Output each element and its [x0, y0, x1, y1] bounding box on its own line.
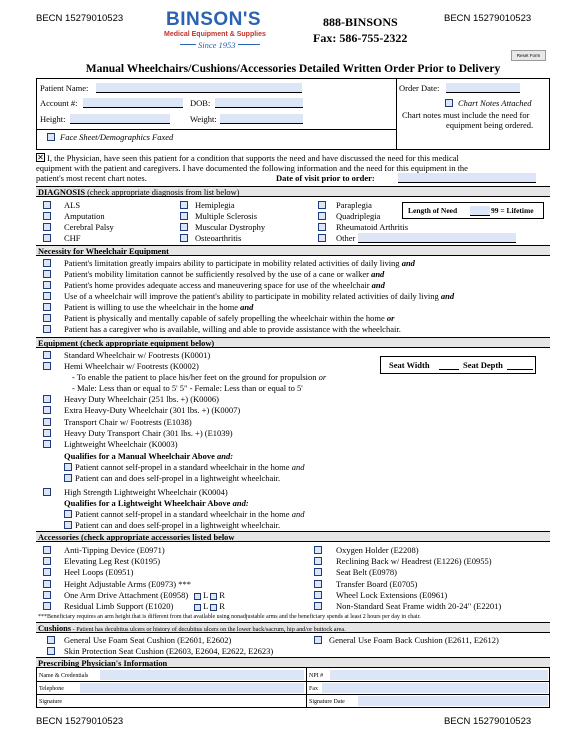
- seat-size-box: [380, 356, 536, 374]
- cushion-1-label: General Use Foam Seat Cushion (E2601, E2602): [64, 635, 232, 645]
- accessory-checkbox[interactable]: [314, 557, 322, 565]
- prescriber-header: Prescribing Physician's Information: [36, 657, 550, 668]
- patient-name-label: Patient Name:: [40, 83, 89, 93]
- necessity-item: [64, 258, 415, 268]
- fax-label: Fax: [309, 686, 318, 692]
- necessity-item: [64, 280, 385, 290]
- necessity-conj: and: [371, 280, 385, 290]
- npi-field[interactable]: [330, 670, 548, 680]
- dx-hemiplegia-checkbox[interactable]: [180, 201, 188, 209]
- accessory-label: Height Adjustable Arms (E0973) ***: [64, 578, 192, 589]
- height-label: Height:: [40, 114, 66, 124]
- dx-label: Paraplegia: [336, 200, 372, 210]
- accessories-header: [36, 531, 550, 542]
- cushion-1-checkbox[interactable]: [47, 636, 55, 644]
- telephone-label: Telephone: [39, 686, 64, 692]
- qual-manual-1-text: Patient cannot self-propel in a standard wheelchair in the home: [75, 462, 290, 472]
- accessory-checkbox[interactable]: [314, 580, 322, 588]
- qual-light-1-text: Patient cannot self-propel in a standard wheelchair in the home: [75, 509, 290, 519]
- heavy-transport-checkbox[interactable]: [43, 429, 51, 437]
- length-of-need-box: [402, 202, 544, 219]
- accessory-label: One Arm Drive Attachment (E0958): [64, 589, 189, 600]
- fax-number: Fax: 586-755-2322: [313, 31, 408, 45]
- accessory-checkbox[interactable]: [314, 602, 322, 610]
- extra-heavy-checkbox[interactable]: [43, 406, 51, 414]
- signature-date-label: Signature Date: [309, 699, 345, 705]
- qual-light-1-conj: and: [291, 509, 305, 519]
- dx-chf-checkbox[interactable]: [43, 234, 51, 242]
- cushion-3-label: Skin Protection Seat Cushion (E2603, E2604, E2622, E2623): [64, 646, 274, 656]
- hemi-note-1: [72, 372, 326, 382]
- account-label: Account #:: [40, 98, 78, 108]
- necessity-text: Patient is physically and mentally capable of safely propelling the wheelchair within the home: [64, 313, 385, 323]
- necessity-text: Patient has a caregiver who is available, willing and able to provide assistance with the wheelchair.: [64, 324, 401, 334]
- dob-label: DOB:: [190, 98, 211, 108]
- chart-notes-note-2: equipment being ordered.: [446, 120, 534, 130]
- qual-manual-2-checkbox[interactable]: [64, 474, 72, 482]
- accessory-checkbox[interactable]: [43, 546, 51, 554]
- hemi-note-1-text: - To enable the patient to place his/her feet on the ground for propulsion: [72, 372, 317, 382]
- accessory-checkbox[interactable]: [43, 591, 51, 599]
- dx-label: Cerebral Palsy: [64, 222, 114, 232]
- name-credentials-label: Name & Credentials: [39, 673, 89, 679]
- dx-label: Osteoarthritis: [195, 233, 242, 243]
- chart-notes-label: Chart Notes Attached: [458, 98, 532, 108]
- order-date-field[interactable]: [446, 83, 520, 93]
- dx-quadriplegia-checkbox[interactable]: [318, 212, 326, 220]
- accessories-note: (check appropriate accessories listed below: [81, 533, 235, 542]
- equipment-title: Equipment: [38, 339, 79, 348]
- residual-limb-lr: [194, 601, 225, 611]
- binsons-logo: [160, 9, 290, 57]
- high-strength-checkbox[interactable]: [43, 488, 51, 496]
- accessories-title: Accessories: [38, 533, 79, 542]
- diagnosis-header: [36, 186, 550, 197]
- high-strength-label: High Strength Lightweight Wheelchair (K0004): [64, 487, 228, 497]
- dx-label: Multiple Sclerosis: [195, 211, 258, 221]
- dx-amputation-checkbox[interactable]: [43, 212, 51, 220]
- statement-line-3: patient's most recent chart notes.: [36, 173, 147, 183]
- dob-field[interactable]: [215, 98, 303, 108]
- necessity-checkbox[interactable]: [43, 303, 51, 311]
- accessories-footnote: ***Beneficiary requires an arm height that is different from that available using nonadjustable arms and the beneficiary spends at least 2 hours per day in chair.: [38, 614, 421, 620]
- necessity-conj: and: [401, 258, 415, 268]
- standard-wc-label: Standard Wheelchair w/ Footrests (K0001): [64, 350, 211, 360]
- hemi-wc-label: Hemi Wheelchair w/ Footrests (K0002): [64, 361, 199, 371]
- statement-line-1: I, the Physician, have seen this patient for a condition that supports the need and have discussed the need for this medical: [47, 153, 459, 163]
- seat-width-label: Seat Width: [389, 360, 430, 370]
- accessory-checkbox[interactable]: [43, 557, 51, 565]
- statement-line-2: equipment with the patient and caregivers. I have documented the following information and the need for this equipment in the: [36, 163, 468, 173]
- accessory-label: Heel Loops (E0951): [64, 567, 134, 578]
- dx-label: Amputation: [64, 211, 105, 221]
- accessory-checkbox[interactable]: [43, 602, 51, 610]
- becn-top-right: BECN 15279010523: [444, 13, 532, 24]
- phone-number: 888-BINSONS: [323, 15, 398, 29]
- becn-top-left: BECN 15279010523: [36, 13, 124, 24]
- necessity-checkbox[interactable]: [43, 270, 51, 278]
- necessity-conj: and: [440, 291, 455, 301]
- cushions-note: - Patient has decubitus ulcers or history of decubitus ulcers on the lower back/sacrum, hip and/or buttock area.: [72, 626, 346, 633]
- necessity-text: Patient's home provides adequate access and maneuvering space for use of the wheelchair: [64, 280, 370, 290]
- visit-date-label: Date of visit prior to order:: [276, 173, 375, 183]
- accessory-checkbox[interactable]: [314, 568, 322, 576]
- seat-depth-label: Seat Depth: [463, 360, 503, 370]
- lightweight-wc-checkbox[interactable]: [43, 440, 51, 448]
- qual-light-1: [75, 509, 304, 519]
- dx-label: Rheumatoid Arthritis: [336, 222, 409, 232]
- seat-width-field[interactable]: [439, 360, 459, 370]
- necessity-checkbox[interactable]: [43, 281, 51, 289]
- l-label: L: [203, 590, 209, 600]
- necessity-item: [64, 291, 454, 301]
- transport-chair-checkbox[interactable]: [43, 418, 51, 426]
- residual-limb-right-checkbox[interactable]: [210, 604, 217, 611]
- necessity-text: Patient's mobility limitation cannot be sufficiently resolved by the use of a cane or walker: [64, 269, 369, 279]
- qual-light-1-checkbox[interactable]: [64, 510, 72, 518]
- qual-manual-text: Qualifies for a Manual Wheelchair Above: [64, 451, 215, 461]
- necessity-item: [64, 313, 394, 323]
- necessity-header: Necessity for Wheelchair Equipment: [36, 245, 550, 256]
- chart-notes-note-1: Chart notes must include the need for: [402, 110, 530, 120]
- length-of-need-field[interactable]: [470, 206, 490, 216]
- face-sheet-checkbox[interactable]: [47, 133, 55, 141]
- signature-date-field[interactable]: [358, 696, 548, 706]
- heavy-duty-checkbox[interactable]: [43, 395, 51, 403]
- necessity-checkbox[interactable]: [43, 292, 51, 300]
- qual-manual-1: [75, 462, 304, 472]
- telephone-field[interactable]: [80, 683, 304, 693]
- equipment-header: [36, 337, 550, 348]
- dx-cerebral-palsy-checkbox[interactable]: [43, 223, 51, 231]
- l-label: L: [203, 601, 209, 611]
- heavy-transport-label: Heavy Duty Transport Chair (301 lbs. +) (E1039): [64, 428, 233, 438]
- dx-md-checkbox[interactable]: [180, 223, 188, 231]
- logo-name: BINSON'S: [166, 9, 262, 30]
- qual-light-heading: [64, 498, 249, 508]
- one-arm-lr: [194, 590, 225, 600]
- hemi-note-1-conj: or: [318, 372, 327, 382]
- necessity-checkbox[interactable]: [43, 314, 51, 322]
- qual-light-2: Patient can and does self-propel in a lightweight wheelchair.: [75, 520, 281, 530]
- dx-other-checkbox[interactable]: [318, 234, 326, 242]
- necessity-item: [64, 324, 401, 334]
- dx-label: Muscular Dystrophy: [195, 222, 266, 232]
- logo-since: Since 1953: [198, 40, 236, 50]
- physician-attest-checkbox[interactable]: ✕: [37, 153, 44, 162]
- accessory-checkbox[interactable]: [314, 591, 322, 599]
- becn-bottom-right: BECN 15279010523: [444, 716, 532, 727]
- accessory-checkbox[interactable]: [43, 580, 51, 588]
- qual-manual-2: Patient can and does self-propel in a lightweight wheelchair.: [75, 473, 281, 483]
- lightweight-wc-label: Lightweight Wheelchair (K0003): [64, 439, 178, 449]
- diagnosis-note: (check appropriate diagnosis from list below): [87, 188, 240, 197]
- diagnosis-title: DIAGNOSIS: [38, 188, 86, 197]
- necessity-item: [64, 302, 253, 312]
- form-title: Manual Wheelchairs/Cushions/Accessories Detailed Written Order Prior to Delivery: [85, 63, 501, 75]
- accessory-label: Seat Belt (E0978): [336, 567, 397, 578]
- reset-form-button[interactable]: Reset Form: [511, 50, 546, 61]
- accessory-label: Transfer Board (E0705): [336, 578, 418, 589]
- dx-label: Quadriplegia: [336, 211, 381, 221]
- necessity-text: Use of a wheelchair will improve the patient's ability to participate in mobility related activities of daily living: [64, 291, 439, 301]
- cushion-2-checkbox[interactable]: [314, 636, 322, 644]
- equipment-note: (check appropriate equipment below): [80, 339, 215, 348]
- cushion-3-checkbox[interactable]: [47, 647, 55, 655]
- cushions-title: Cushions: [38, 624, 72, 633]
- cushion-2-label: General Use Foam Back Cushion (E2611, E2612): [329, 635, 499, 645]
- necessity-text: Patient is willing to use the wheelchair in the home: [64, 302, 238, 312]
- logo-subtitle: Medical Equipment & Supplies: [164, 31, 266, 38]
- lifetime-note: 99 = Lifetime: [491, 206, 534, 215]
- qual-manual-1-checkbox[interactable]: [64, 463, 72, 471]
- length-of-need-label: Length of Need: [408, 206, 458, 215]
- face-sheet-label: Face Sheet/Demographics Faxed: [60, 132, 174, 142]
- accessory-label: Residual Limb Support (E1020): [64, 601, 174, 611]
- name-credentials-field[interactable]: [100, 670, 304, 680]
- hemi-note-2: - Male: Less than or equal to 5' 5" - Female: Less than or equal to 5': [72, 383, 303, 393]
- order-date-label: Order Date:: [399, 83, 440, 93]
- weight-label: Weight:: [190, 114, 217, 124]
- residual-limb-left-checkbox[interactable]: [194, 604, 201, 611]
- r-label: R: [219, 590, 225, 600]
- qual-manual-and: and:: [217, 451, 234, 461]
- accessory-label: Wheel Lock Extensions (E0961): [336, 589, 448, 600]
- accessory-label: Oxygen Holder (E2208): [336, 545, 419, 555]
- patient-name-field[interactable]: [96, 83, 302, 93]
- necessity-conj: and: [240, 302, 254, 312]
- hemi-wc-checkbox[interactable]: [43, 362, 51, 370]
- r-label: R: [219, 601, 225, 611]
- becn-bottom-left: BECN 15279010523: [36, 716, 124, 727]
- accessory-label: Non-Standard Seat Frame width 20-24" (E2201): [336, 601, 502, 611]
- dx-ra-checkbox[interactable]: [318, 223, 326, 231]
- chart-notes-checkbox[interactable]: [445, 99, 453, 107]
- dx-ms-checkbox[interactable]: [180, 212, 188, 220]
- qual-manual-1-conj: and: [291, 462, 305, 472]
- transport-chair-label: Transport Chair w/ Footrests (E1038): [64, 417, 192, 427]
- signature-label: Signature: [39, 699, 62, 705]
- weight-field[interactable]: [220, 114, 303, 124]
- accessory-label: Elevating Leg Rest (K0195): [64, 556, 161, 567]
- npi-label: NPI #: [309, 673, 324, 679]
- dx-paraplegia-checkbox[interactable]: [318, 201, 326, 209]
- seat-depth-field[interactable]: [507, 360, 533, 370]
- account-number-field[interactable]: [83, 98, 183, 108]
- necessity-checkbox[interactable]: [43, 325, 51, 333]
- necessity-text: Patient's limitation greatly impairs ability to participate in mobility related activities of daily living: [64, 258, 400, 268]
- standard-wc-checkbox[interactable]: [43, 351, 51, 359]
- dx-label: CHF: [64, 233, 81, 243]
- necessity-conj: and: [371, 269, 385, 279]
- heavy-duty-label: Heavy Duty Wheelchair (251 lbs. +) (K0006): [64, 394, 219, 404]
- one-arm-right-checkbox[interactable]: [210, 593, 217, 600]
- visit-date-field[interactable]: [398, 173, 536, 183]
- dx-label: Hemiplegia: [195, 200, 235, 210]
- necessity-checkbox[interactable]: [43, 259, 51, 267]
- dx-label: ALS: [64, 200, 81, 210]
- qual-manual-heading: [64, 451, 233, 461]
- necessity-item: [64, 269, 384, 279]
- extra-heavy-label: Extra Heavy-Duty Wheelchair (301 lbs. +) (K0007): [64, 405, 241, 415]
- dx-label: Other: [336, 233, 356, 243]
- height-field[interactable]: [70, 114, 170, 124]
- qual-light-and: and:: [232, 498, 249, 508]
- accessory-checkbox[interactable]: [314, 546, 322, 554]
- qual-light-2-checkbox[interactable]: [64, 521, 72, 529]
- necessity-conj: or: [386, 313, 395, 323]
- one-arm-left-checkbox[interactable]: [194, 593, 201, 600]
- dx-oa-checkbox[interactable]: [180, 234, 188, 242]
- dx-other-field[interactable]: [358, 233, 516, 243]
- cushions-header: [36, 622, 550, 633]
- accessory-label: Anti-Tipping Device (E0971): [64, 545, 165, 555]
- dx-als-checkbox[interactable]: [43, 201, 51, 209]
- accessory-checkbox[interactable]: [43, 568, 51, 576]
- qual-light-text: Qualifies for a Lightweight Wheelchair Above: [64, 498, 231, 508]
- accessory-label: Reclining Back w/ Headrest (E1226) (E0955): [336, 556, 492, 567]
- fax-field[interactable]: [322, 683, 548, 693]
